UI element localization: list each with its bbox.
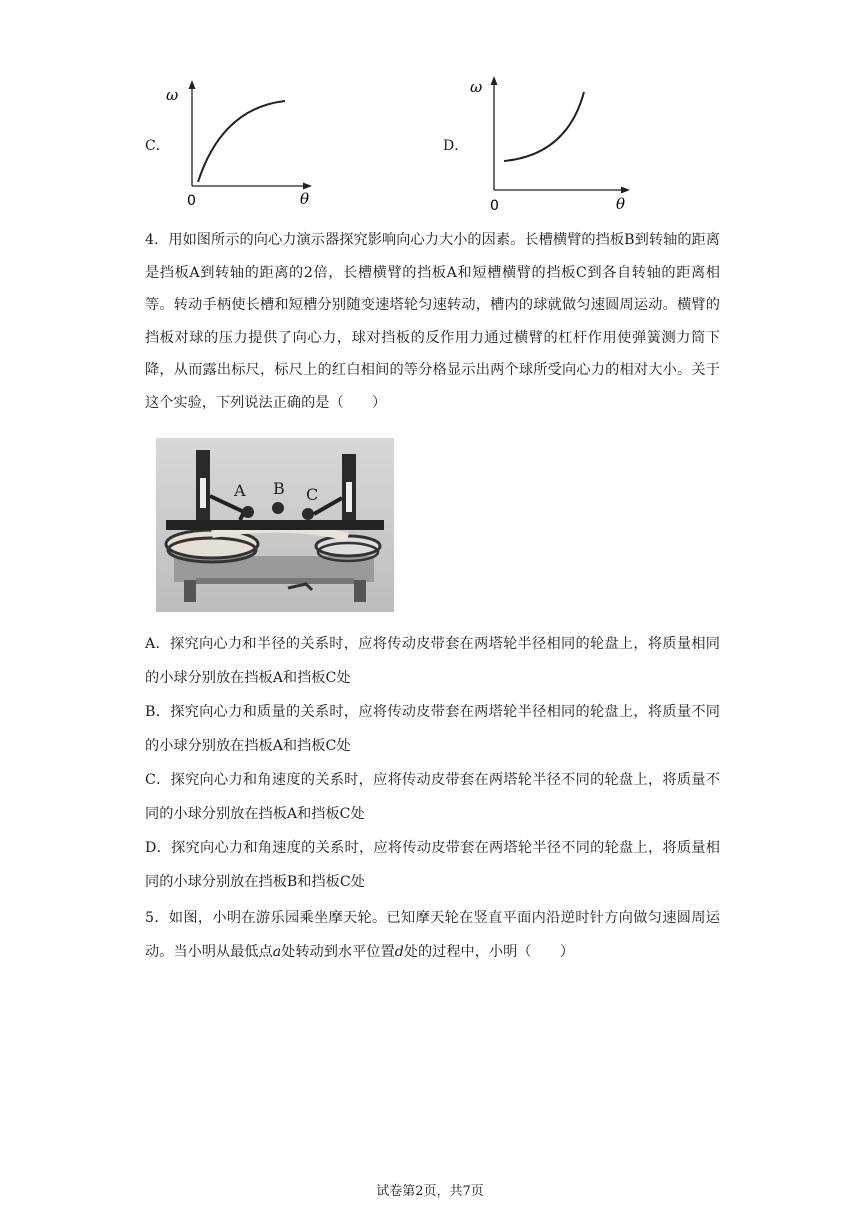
question-4-option-c: C．探究向心力和角速度的关系时，应将传动皮带套在两塔轮半径不同的轮盘上，将质量不同的小球分别放在挡板A和挡板C处	[145, 772, 720, 822]
y-axis-label-d: ω	[470, 78, 483, 96]
baffle-label-b: B	[273, 479, 285, 498]
graph-d	[462, 70, 638, 214]
question-4-option-b: B．探究向心力和质量的关系时，应将传动皮带套在两塔轮半径相同的轮盘上，将质量不同的小球分别放在挡板A和挡板C处	[145, 704, 720, 754]
x-axis-label-d: θ	[616, 195, 626, 213]
point-d-var: d	[394, 943, 404, 960]
x-axis-label-c: θ	[300, 190, 310, 208]
curve-d	[504, 92, 584, 161]
question-5-text-2: 处转动到水平位置	[281, 943, 395, 960]
option-d-letter: D．	[443, 138, 469, 154]
curve-c	[198, 101, 285, 182]
apparatus-illustration	[156, 438, 394, 612]
question-4-option-d: D．探究向心力和角速度的关系时，应将传动皮带套在两塔轮半径不同的轮盘上，将质量相同的小球分别放在挡板B和挡板C处	[145, 840, 720, 890]
page-footer: 试卷第2页，共7页	[376, 1184, 484, 1199]
question-5-text-3: 处的过程中，小明（ ）	[403, 943, 575, 960]
apparatus-photo	[156, 438, 394, 612]
origin-label-c: 0	[187, 193, 196, 209]
y-axis-label-c: ω	[166, 86, 179, 104]
question-5-stem	[145, 902, 720, 969]
point-a-var: a	[272, 943, 282, 960]
baffle-label-a: A	[234, 481, 246, 500]
baffle-label-c: C	[306, 485, 319, 504]
graph-c	[160, 78, 320, 210]
origin-label-d: 0	[490, 198, 499, 214]
question-4-option-a: A．探究向心力和半径的关系时，应将传动皮带套在两塔轮半径相同的轮盘上，将质量相同的小球分别放在挡板A和挡板C处	[145, 636, 720, 686]
question-5-text-1: 5．如图，小明在游乐园乘坐摩天轮。已知摩天轮在竖直平面内沿逆时针方向做匀速圆周运动。当小明从最低点	[145, 910, 720, 960]
question-4-stem: 4．用如图所示的向心力演示器探究影响向心力大小的因素。长槽横臂的挡板B到转轴的距离是挡板A到转轴的距离的2倍，长槽横臂的挡板A和短槽横臂的挡板C到各自转轴的距离相等。转动手柄使长槽和短槽分别随变速塔轮匀速转动，槽内的球就做匀速圆周运动。横臂的挡板对球的压力提供了向心力，球对挡板的反作用力通过横臂的杠杆作用使弹簧测力筒下降，从而露出标尺，标尺上的红白相间的等分格显示出两个球所受向心力的相对大小。关于这个实验，下列说法正确的是（ ）	[145, 232, 720, 411]
option-c-letter: C．	[145, 138, 170, 154]
